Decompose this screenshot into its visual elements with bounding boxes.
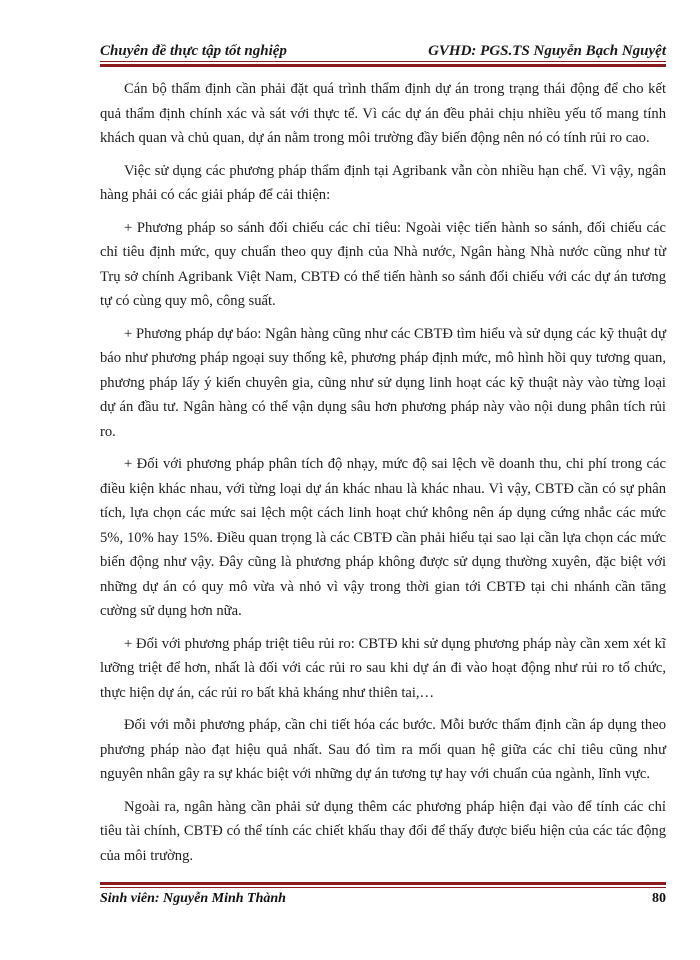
footer-divider-thin (100, 887, 666, 888)
paragraph: Ngoài ra, ngân hàng cần phải sử dụng thêm các phương pháp hiện đại vào để tính các chỉ tiêu tài chính, CBTĐ có thể tính các chiết khấu thay đổi để thấy được biểu hiện của các tác động của môi trường. (100, 798, 666, 864)
page-footer (100, 889, 666, 909)
page-body (100, 77, 666, 876)
page-number: 80 (652, 891, 666, 906)
supervisor-label: GVHD: PGS.TS Nguyễn Bạch Nguyệt (428, 43, 666, 59)
page-header (100, 38, 666, 60)
footer-divider-thick (100, 882, 666, 885)
paragraph: + Đối với phương pháp triệt tiêu rủi ro: CBTĐ khi sử dụng phương pháp này cần xem xét kĩ lưỡng triệt để hơn, nhất là đối với các rủi ro sau khi dự án đi vào hoạt động như rủi ro tổ chức, thực hiện dự án, các rủi ro bất khả kháng như thiên tai,… (100, 635, 666, 701)
paragraph: Đối với mỗi phương pháp, cần chi tiết hóa các bước. Mỗi bước thẩm định cần áp dụng theo phương pháp nào đạt hiệu quả nhất. Sau đó tìm ra mối quan hệ giữa các chỉ tiêu cũng như nguyên nhân gây ra sự khác biệt với những dự án tương tự hay với chuẩn của ngành, lĩnh vực. (100, 717, 666, 782)
paragraph: + Phương pháp dự báo: Ngân hàng cũng như các CBTĐ tìm hiểu và sử dụng các kỹ thuật dự báo như phương pháp ngoại suy thống kê, phương pháp định mức, mô hình hồi quy tương quan, phương pháp lấy ý kiến chuyên gia, cũng như sử dụng linh hoạt các kỹ thuật này vào từng loại dự án đầu tư. Ngân hàng có thể vận dụng sâu hơn phương pháp này vào nội dung phân tích rủi ro. (100, 325, 666, 440)
header-divider-thick (100, 64, 666, 67)
student-name: Sinh viên: Nguyễn Minh Thành (100, 891, 286, 906)
paragraph: + Phương pháp so sánh đối chiếu các chỉ tiêu: Ngoài việc tiến hành so sánh, đối chiếu các chỉ tiêu định mức, quy chuẩn theo quy định của Nhà nước, Ngân hàng Nhà nước cũng như từ Trụ sở chính Agribank Việt Nam, CBTĐ có thể tiến hành so sánh đối chiếu với các dự án tương tự có cùng quy mô, công suất. (100, 219, 666, 309)
header-divider-thin (100, 61, 666, 62)
document-title: Chuyên đề thực tập tốt nghiệp (100, 43, 287, 59)
paragraph: Cán bộ thẩm định cần phải đặt quá trình thẩm định dự án trong trạng thái động để cho kết quả thẩm định chính xác và sát với thực tế. Vì các dự án đều phải chịu nhiều yếu tố mang tính khách quan và chủ quan, dự án nằm trong môi trường đầy biến động nên nó có tính rủi ro cao. (100, 81, 666, 146)
paragraph: Việc sử dụng các phương pháp thẩm định tại Agribank vẫn còn nhiều hạn chế. Vì vậy, ngân hàng phải có các giải pháp để cải thiện: (100, 162, 666, 203)
paragraph: + Đối với phương pháp phân tích độ nhạy, mức độ sai lệch về doanh thu, chi phí trong các điều kiện khác nhau, với từng loại dự án khác nhau là khác nhau. Vì vậy, CBTĐ cần có sự phân tích, lựa chọn các mức sai lệch một cách linh hoạt chứ không nên áp dụng cứng nhắc các mức 5%, 10% hay 15%. Điều quan trọng là các CBTĐ cần phải hiểu tại sao lại cần lựa chọn các mức biến động như vậy. Đây cũng là phương pháp không được sử dụng thường xuyên, đặc biệt với những dự án có quy mô vừa và nhỏ vì vậy trong thời gian tới CBTĐ tại chi nhánh cần tăng cường sử dụng hơn nữa. (100, 456, 666, 619)
